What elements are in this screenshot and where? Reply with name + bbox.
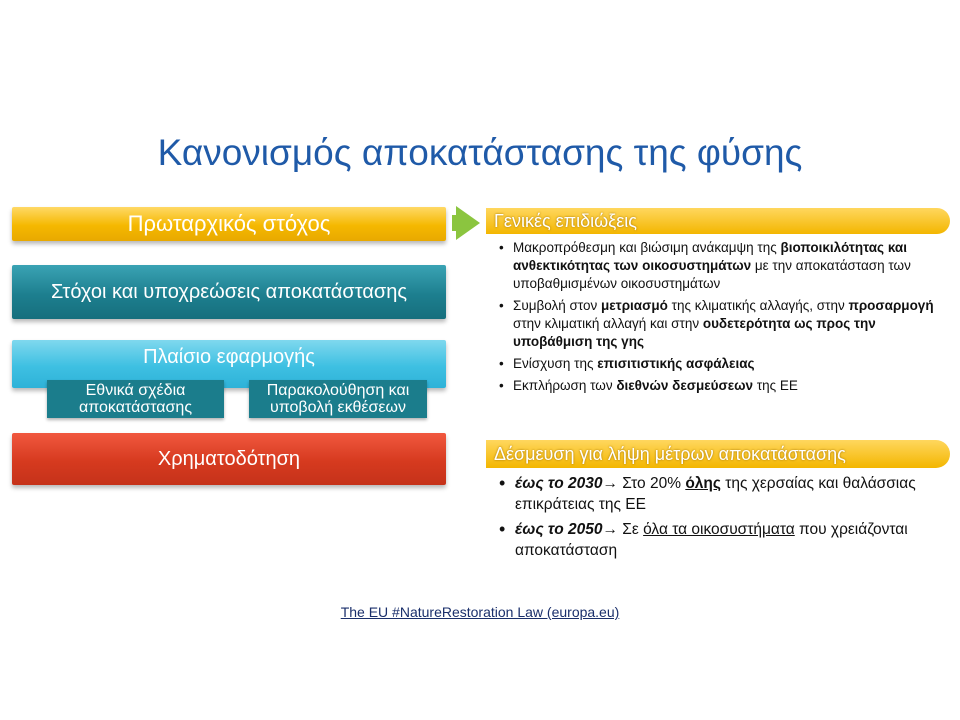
list-item bbox=[497, 297, 937, 351]
primary-objective-box bbox=[12, 207, 446, 241]
item-text: Μακροπρόθεσμη και βιώσιμη ανάκαμψη της bbox=[513, 240, 781, 255]
item-emphasis: προσαρμογή bbox=[848, 298, 934, 313]
commitment-list bbox=[497, 473, 937, 565]
list-item bbox=[497, 519, 937, 561]
item-text: που χρειάζονται αποκατάσταση bbox=[515, 521, 908, 559]
implementation-framework-label: Πλαίσιο εφαρμογής bbox=[143, 346, 315, 368]
arrow-right-icon bbox=[456, 206, 480, 240]
monitoring-reporting-box bbox=[249, 380, 427, 418]
general-goals-list bbox=[497, 239, 937, 399]
list-item bbox=[497, 239, 937, 293]
item-text: Εκπλήρωση των bbox=[513, 378, 617, 393]
item-text: της χερσαίας και θαλάσσιας επικράτειας της ΕΕ bbox=[515, 475, 916, 513]
restoration-targets-box bbox=[12, 265, 446, 319]
primary-objective-label: Πρωταρχικός στόχος bbox=[127, 211, 331, 236]
item-text: στην κλιματική αλλαγή και στην bbox=[513, 316, 703, 331]
deadline-label: έως το 2030 bbox=[515, 475, 603, 492]
national-plans-label: Εθνικά σχέδια αποκατάστασης bbox=[78, 382, 193, 416]
arrow-right-icon: → bbox=[602, 521, 618, 538]
item-emphasis: όλα τα οικοσυστήματα bbox=[643, 521, 795, 538]
commitment-header bbox=[486, 440, 950, 468]
list-item bbox=[497, 377, 937, 395]
item-emphasis: βιοποικιλότητας και ανθεκτικότητας των οικοσυστημάτων bbox=[513, 240, 907, 273]
item-text: Στο 20% bbox=[618, 475, 686, 492]
item-text: Ενίσχυση της bbox=[513, 356, 598, 371]
restoration-targets-label: Στόχοι και υποχρεώσεις αποκατάστασης bbox=[51, 280, 407, 303]
item-text: Συμβολή στον bbox=[513, 298, 602, 313]
financing-box bbox=[12, 433, 446, 485]
item-text: Σε bbox=[618, 521, 644, 538]
item-text: με την αποκατάσταση των υποβαθμισμένων οικοσυστημάτων bbox=[513, 258, 911, 291]
commitment-header-label: Δέσμευση για λήψη μέτρων αποκατάστασης bbox=[494, 443, 846, 464]
national-plans-box bbox=[47, 380, 224, 418]
source-link[interactable]: The EU #NatureRestoration Law (europa.eu) bbox=[340, 604, 620, 620]
item-emphasis: ουδετερότητα ως προς την υποβάθμιση της γης bbox=[513, 316, 876, 349]
list-item bbox=[497, 355, 937, 373]
list-item bbox=[497, 473, 937, 515]
item-text: της κλιματικής αλλαγής, στην bbox=[667, 298, 849, 313]
arrow-right-icon: → bbox=[602, 475, 618, 492]
item-text: της ΕΕ bbox=[753, 378, 798, 393]
general-goals-header bbox=[486, 208, 950, 234]
item-emphasis: διεθνών δεσμεύσεων bbox=[616, 378, 754, 393]
general-goals-header-label: Γενικές επιδιώξεις bbox=[494, 210, 637, 231]
deadline-label: έως το 2050 bbox=[515, 521, 603, 538]
financing-label: Χρηματοδότηση bbox=[157, 447, 301, 470]
item-emphasis: μετριασμό bbox=[601, 298, 668, 313]
monitoring-reporting-label: Παρακολούθηση και υποβολή εκθέσεων bbox=[266, 382, 410, 416]
item-emphasis: όλης bbox=[685, 475, 721, 492]
slide-title: Κανονισμός αποκατάστασης της φύσης bbox=[157, 132, 803, 173]
item-emphasis: επισιτιστικής ασφάλειας bbox=[597, 356, 755, 371]
